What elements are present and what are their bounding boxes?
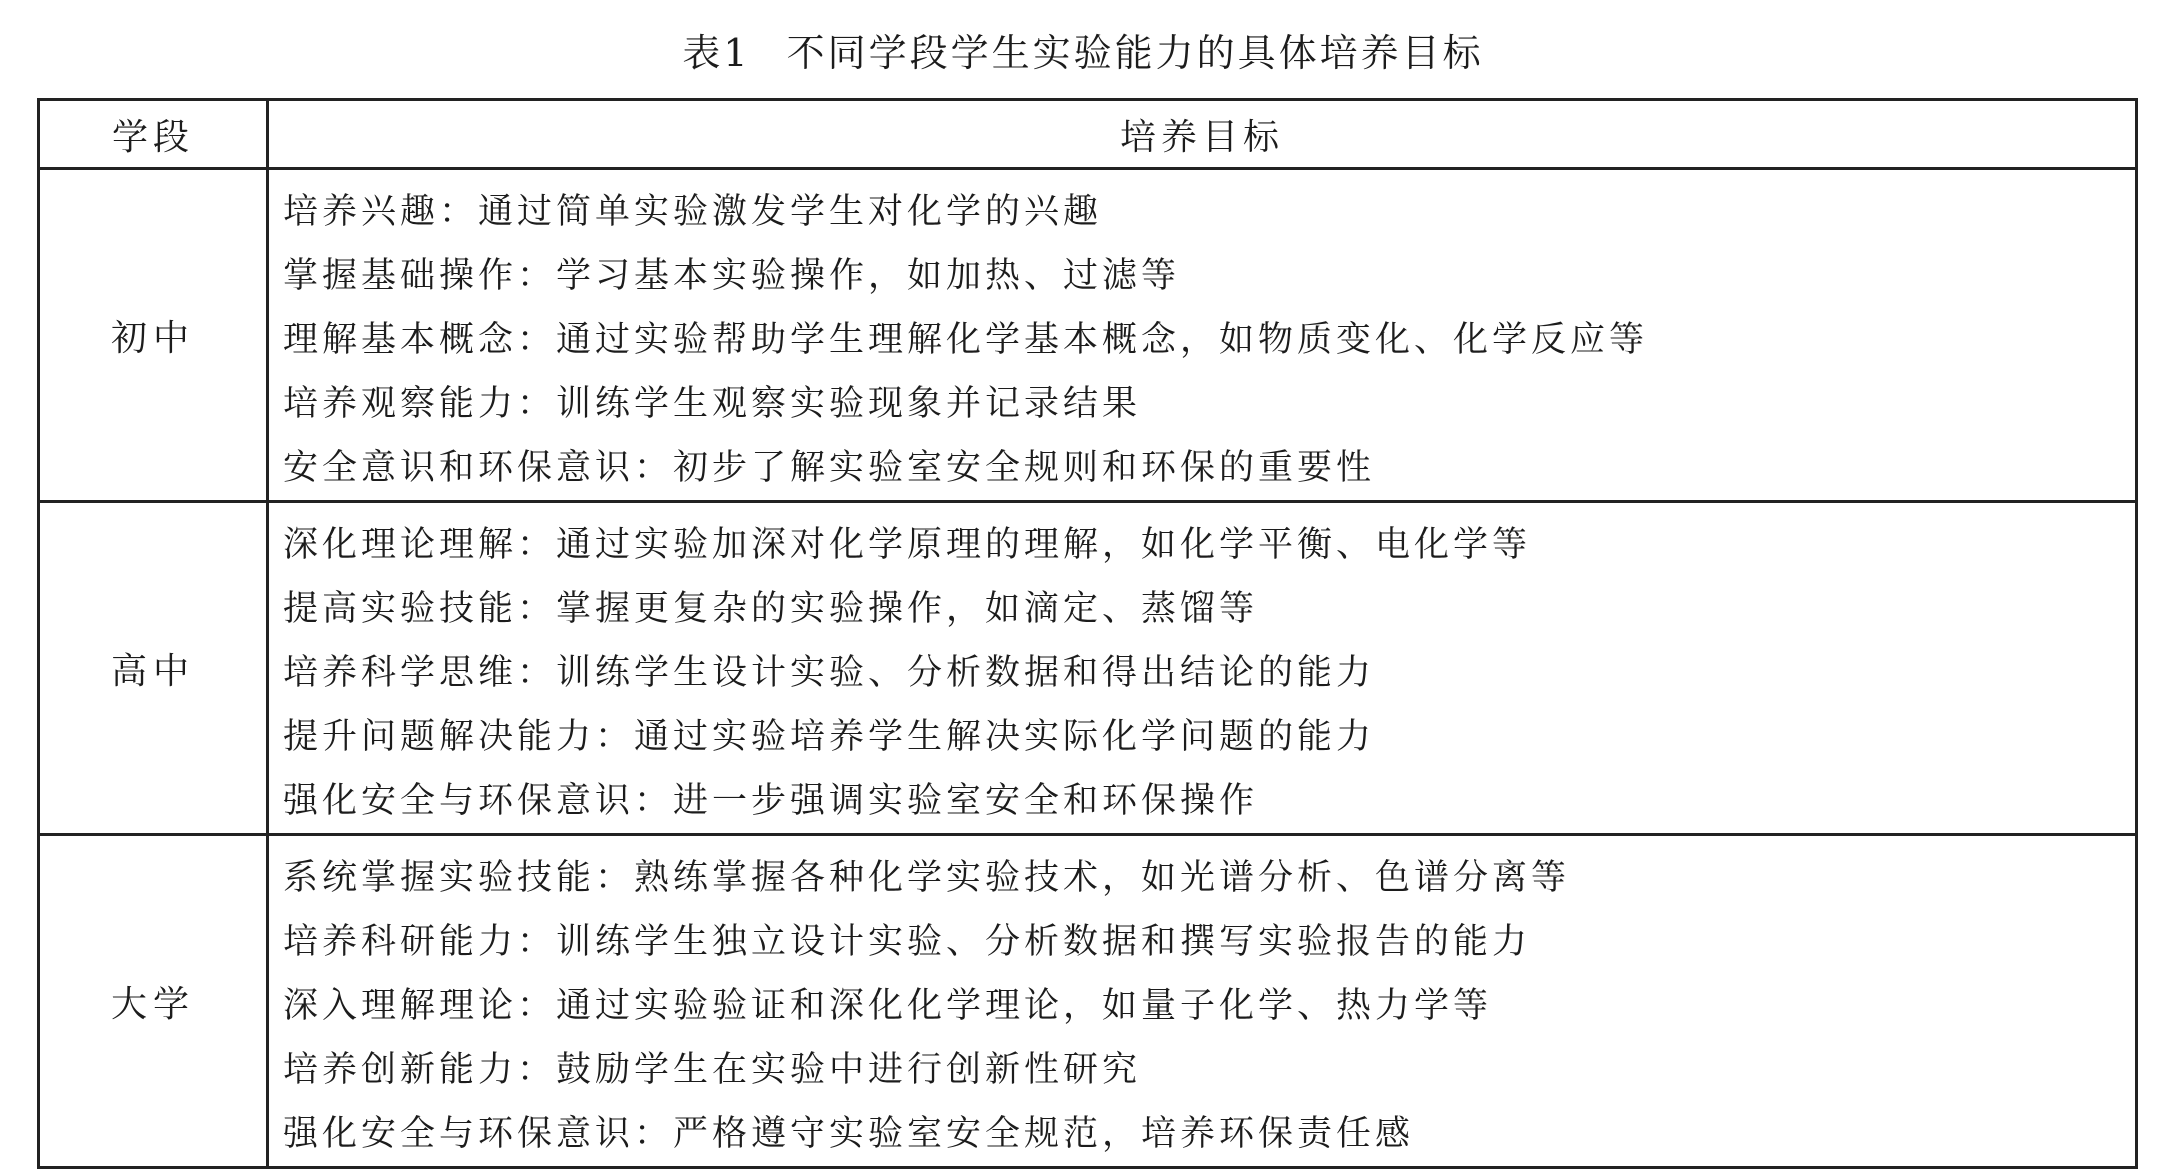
goals-cell	[268, 502, 2137, 835]
goal-item: 提升问题解决能力：通过实验培养学生解决实际化学问题的能力	[283, 717, 1376, 757]
goal-item: 深化理论理解：通过实验加深对化学原理的理解，如化学平衡、电化学等	[283, 525, 1532, 565]
goal-item: 培养观察能力：训练学生观察实验现象并记录结果	[283, 384, 1142, 424]
goal-item: 系统掌握实验技能：熟练掌握各种化学实验技术，如光谱分析、色谱分离等	[283, 858, 1571, 898]
header-goals: 培养目标	[268, 100, 2137, 169]
goal-item: 提高实验技能：掌握更复杂的实验操作，如滴定、蒸馏等	[283, 589, 1259, 629]
goal-item: 培养兴趣：通过简单实验激发学生对化学的兴趣	[283, 192, 1103, 232]
stage-cell: 大学	[39, 835, 268, 1168]
table-row	[39, 169, 2137, 502]
stage-cell: 高中	[39, 502, 268, 835]
goal-item: 培养创新能力：鼓励学生在实验中进行创新性研究	[283, 1050, 1142, 1090]
table-header-row	[39, 100, 2137, 169]
stage-cell: 初中	[39, 169, 268, 502]
goal-item: 理解基本概念：通过实验帮助学生理解化学基本概念，如物质变化、化学反应等	[283, 320, 1649, 360]
table-row	[39, 835, 2137, 1168]
goal-item: 深入理解理论：通过实验验证和深化化学理论，如量子化学、热力学等	[283, 986, 1493, 1026]
goals-list	[269, 170, 2135, 500]
goals-cell	[268, 169, 2137, 502]
table-row	[39, 502, 2137, 835]
table-title: 不同学段学生实验能力的具体培养目标	[786, 31, 1484, 75]
table-number: 表1	[682, 31, 751, 75]
goal-item: 强化安全与环保意识：进一步强调实验室安全和环保操作	[283, 781, 1259, 821]
goals-list	[269, 503, 2135, 833]
goal-item: 培养科研能力：训练学生独立设计实验、分析数据和撰写实验报告的能力	[283, 922, 1532, 962]
goals-cell	[268, 835, 2137, 1168]
training-goals-table	[37, 98, 2138, 1169]
goal-item: 安全意识和环保意识：初步了解实验室安全规则和环保的重要性	[283, 448, 1376, 488]
table-caption	[0, 22, 2166, 84]
header-stage: 学段	[39, 100, 268, 169]
goal-item: 培养科学思维：训练学生设计实验、分析数据和得出结论的能力	[283, 653, 1376, 693]
goals-list	[269, 836, 2135, 1166]
goal-item: 强化安全与环保意识：严格遵守实验室安全规范，培养环保责任感	[283, 1114, 1415, 1154]
goal-item: 掌握基础操作：学习基本实验操作，如加热、过滤等	[283, 256, 1181, 296]
